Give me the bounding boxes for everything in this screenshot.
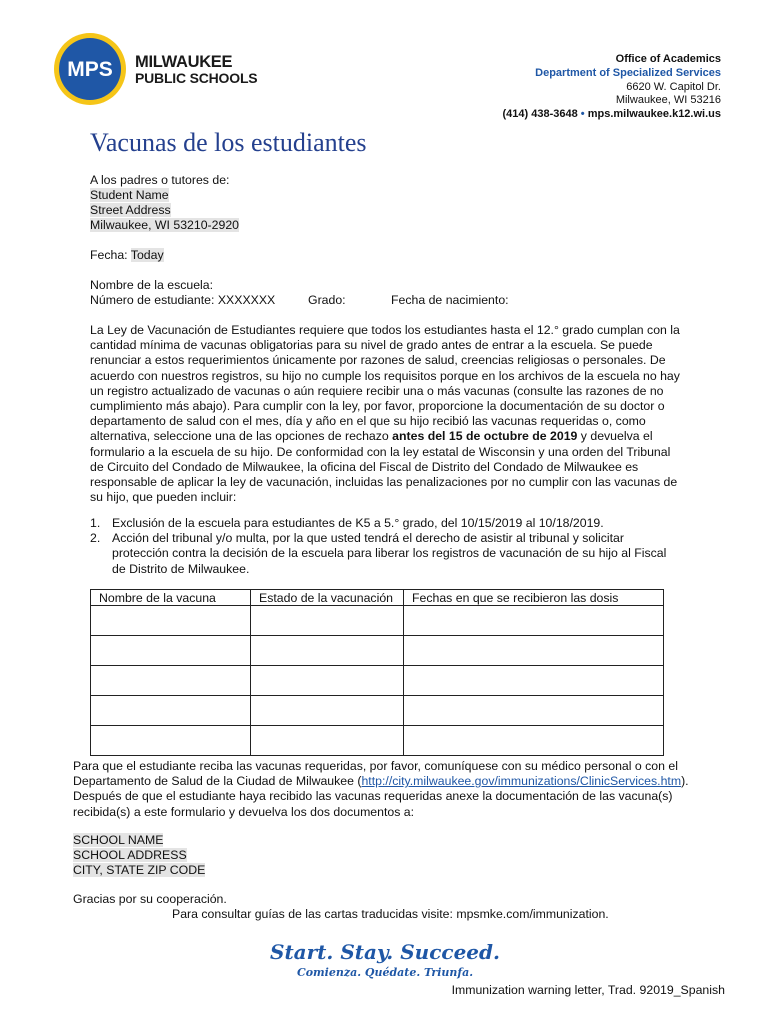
vaccine-table [90, 589, 664, 756]
school-city: CITY, STATE ZIP CODE [73, 863, 206, 878]
table-row [91, 726, 664, 756]
mps-logo-icon [53, 32, 127, 106]
separator-dot: • [580, 108, 585, 121]
col-vaccine-status: Estado de la vacunación [251, 590, 404, 606]
logo-subtitle: PUBLIC SCHOOLS [135, 70, 258, 86]
student-info-line [90, 293, 509, 307]
website: mps.milwaukee.k12.wi.us [587, 108, 721, 121]
table-cell[interactable] [91, 726, 251, 756]
table-cell[interactable] [91, 636, 251, 666]
slogan-spanish: Comienza. Quédate. Triunfa. [296, 966, 474, 979]
page-title: Vacunas de los estudiantes [90, 128, 367, 157]
student-name: Student Name [90, 188, 169, 202]
table-cell[interactable] [91, 696, 251, 726]
school-name: SCHOOL NAME [73, 833, 164, 847]
closing-paragraph: Para que el estudiante reciba las vacunas requeridas, por favor, comuníquese con su médico personal o con el Departamento de Salud de la Ciudad de Milwaukee (http://city.milwaukee.gov/immunizations/ClinicServices.htm). Después de que el estudiante haya recibido las vacunas requeridas anexe la documentación de las vacuna(s) recibida(s) a este formulario y devuelva los dos documentos a: [73, 759, 689, 819]
letterhead [502, 53, 721, 122]
table-header-row [91, 590, 664, 606]
table-cell[interactable] [251, 726, 404, 756]
table-row [91, 696, 664, 726]
student-number-value: XXXXXXX [217, 293, 276, 307]
logo-name: MILWAUKEE [135, 53, 233, 71]
date-value: Today [130, 248, 164, 262]
city-address: Milwaukee, WI 53216 [615, 94, 721, 107]
penalty-list [90, 516, 670, 577]
school-address-block [73, 833, 205, 879]
table-cell[interactable] [251, 696, 404, 726]
col-dose-dates: Fechas en que se recibieron las dosis [404, 590, 664, 606]
table-cell[interactable] [251, 636, 404, 666]
grade-label: Grado: [308, 293, 346, 307]
thanks-text: Gracias por su cooperación. [73, 892, 227, 906]
health-dept-link[interactable]: http://city.milwaukee.gov/immunizations/ClinicServices.htm [361, 774, 682, 789]
list-item: 2. Acción del tribunal y/o multa, por la que usted tendrá el derecho de asistir al tribunal y solicitar protección contra la decisión de la escuela para liberar los registros de vacunación de su hijo al Fiscal de Distrito de Milwaukee. [90, 531, 667, 576]
table-cell[interactable] [404, 726, 664, 756]
table-cell[interactable] [91, 666, 251, 696]
logo-initials: MPS [67, 58, 113, 81]
date-label: Fecha: [90, 248, 128, 262]
table-cell[interactable] [251, 606, 404, 636]
department-name: Department of Specialized Services [535, 66, 721, 79]
body-paragraph: La Ley de Vacunación de Estudiantes requiere que todos los estudiantes hasta el 12.° grado cumplan con la cantidad mínima de vacunas obligatorias para su nivel de grado antes de entrar a la escuela. Se puede renunciar a estos requerimientos únicamente por razones de salud, creencias religiosas o personales. De acuerdo con nuestros registros, su hijo no cumple los requisitos porque en los archivos de la escuela no hay un registro actualizado de vacunas o aún requiere recibir una o más vacunas (consulte las razones de no cumplimiento más abajo). Para cumplir con la ley, por favor, proporcione la documentación de su doctor o departamento de salud con el mes, día y año en el que su hijo recibió las vacunas requeridas o, como alternativa, seleccione una de las opciones de rechazo antes del 15 de octubre de 2019 y devuelva el formulario a la escuela de su hijo. De conformidad con la ley estatal de Wisconsin y una orden del Tribunal de Circuito del Condado de Milwaukee, la oficina del Fiscal de Distrito del Condado de Milwaukee es responsable de aplicar la ley de vacunación, incluidas las penalizaciones por no cumplir con las vacunas de su hijo, que pueden incluir: [90, 323, 680, 505]
table-cell[interactable] [251, 666, 404, 696]
table-row [91, 606, 664, 636]
birth-date-label: Fecha de nacimiento: [391, 293, 509, 307]
table-cell[interactable] [404, 606, 664, 636]
table-cell[interactable] [404, 696, 664, 726]
table-row [91, 636, 664, 666]
slogan: Start. Stay. Succeed. [270, 940, 500, 964]
table-cell[interactable] [404, 666, 664, 696]
student-number-label: Número de estudiante: [90, 293, 215, 307]
office-name: Office of Academics [615, 53, 721, 65]
school-name-label: Nombre de la escuela: [90, 278, 214, 292]
footer-text: Immunization warning letter, Trad. 92019_Spanish [451, 983, 725, 997]
school-address: SCHOOL ADDRESS [73, 848, 187, 863]
table-row [91, 666, 664, 696]
phone-number: (414) 438-3648 [502, 108, 578, 121]
list-item: 1. Exclusión de la escuela para estudiantes de K5 a 5.° grado, del 10/15/2019 al 10/18/2019. [90, 516, 604, 530]
date-line [90, 248, 164, 262]
contact-line [502, 108, 721, 122]
recipient-intro: A los padres o tutores de: [90, 173, 230, 187]
translation-guides-text: Para consultar guías de las cartas traducidas visite: mpsmke.com/immunization. [172, 907, 609, 921]
student-city: Milwaukee, WI 53210-2920 [90, 218, 240, 232]
col-vaccine-name: Nombre de la vacuna [91, 590, 251, 606]
street-address: 6620 W. Capitol Dr. [626, 80, 721, 93]
deadline-text: antes del 15 de octubre de 2019 [392, 429, 578, 444]
table-cell[interactable] [404, 636, 664, 666]
table-cell[interactable] [91, 606, 251, 636]
student-street: Street Address [90, 203, 171, 217]
